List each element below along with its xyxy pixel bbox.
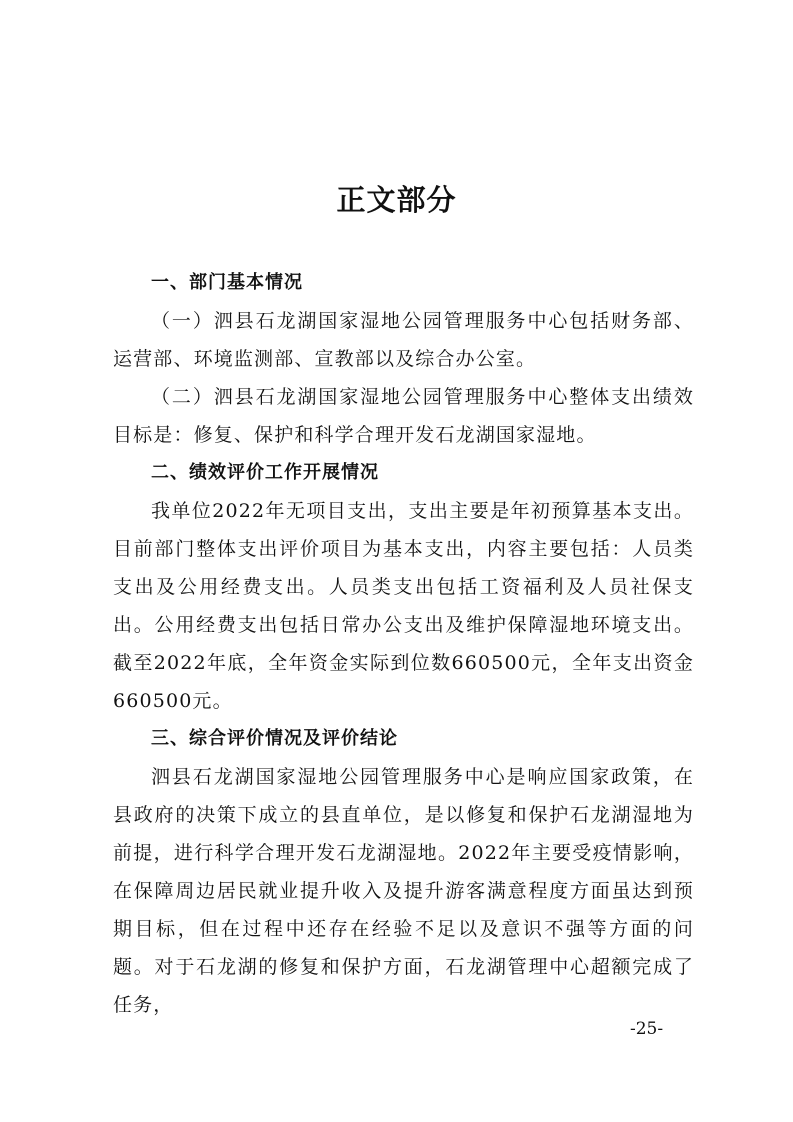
- section-1-paragraph-2: （二）泗县石龙湖国家湿地公园管理服务中心整体支出绩效目标是：修复、保护和科学合理开发石龙湖国家湿地。: [113, 386, 694, 446]
- document-body: [113, 264, 694, 1024]
- section-2-paragraph-1: 我单位2022年无项目支出，支出主要是年初预算基本支出。目前部门整体支出评价项目为基本支出，内容主要包括：人员类支出及公用经费支出。人员类支出包括工资福利及人员社保支出。公用经费支出包括日常办公支出及维护保障湿地环境支出。截至2022年底，全年资金实际到位数660500元，全年支出资金660500元。: [113, 500, 694, 712]
- page-title: 正文部分: [336, 183, 457, 217]
- section-heading-1: 一、部门基本情况: [151, 272, 303, 293]
- section-1-paragraph-1: （一）泗县石龙湖国家湿地公园管理服务中心包括财务部、运营部、环境监测部、宣教部以及综合办公室。: [113, 310, 694, 370]
- section-3-paragraph-1: 泗县石龙湖国家湿地公园管理服务中心是响应国家政策，在县政府的决策下成立的县直单位，是以修复和保护石龙湖湿地为前提，进行科学合理开发石龙湖湿地。2022年主要受疫情影响，在保障周边居民就业提升收入及提升游客满意程度方面虽达到预期目标，但在过程中还存在经验不足以及意识不强等方面的问题。对于石龙湖的修复和保护方面，石龙湖管理中心超额完成了任务，: [113, 766, 694, 1016]
- section-heading-3: 三、综合评价情况及评价结论: [151, 728, 398, 749]
- page-number: -25-: [630, 1019, 664, 1039]
- section-heading-2: 二、绩效评价工作开展情况: [151, 462, 379, 483]
